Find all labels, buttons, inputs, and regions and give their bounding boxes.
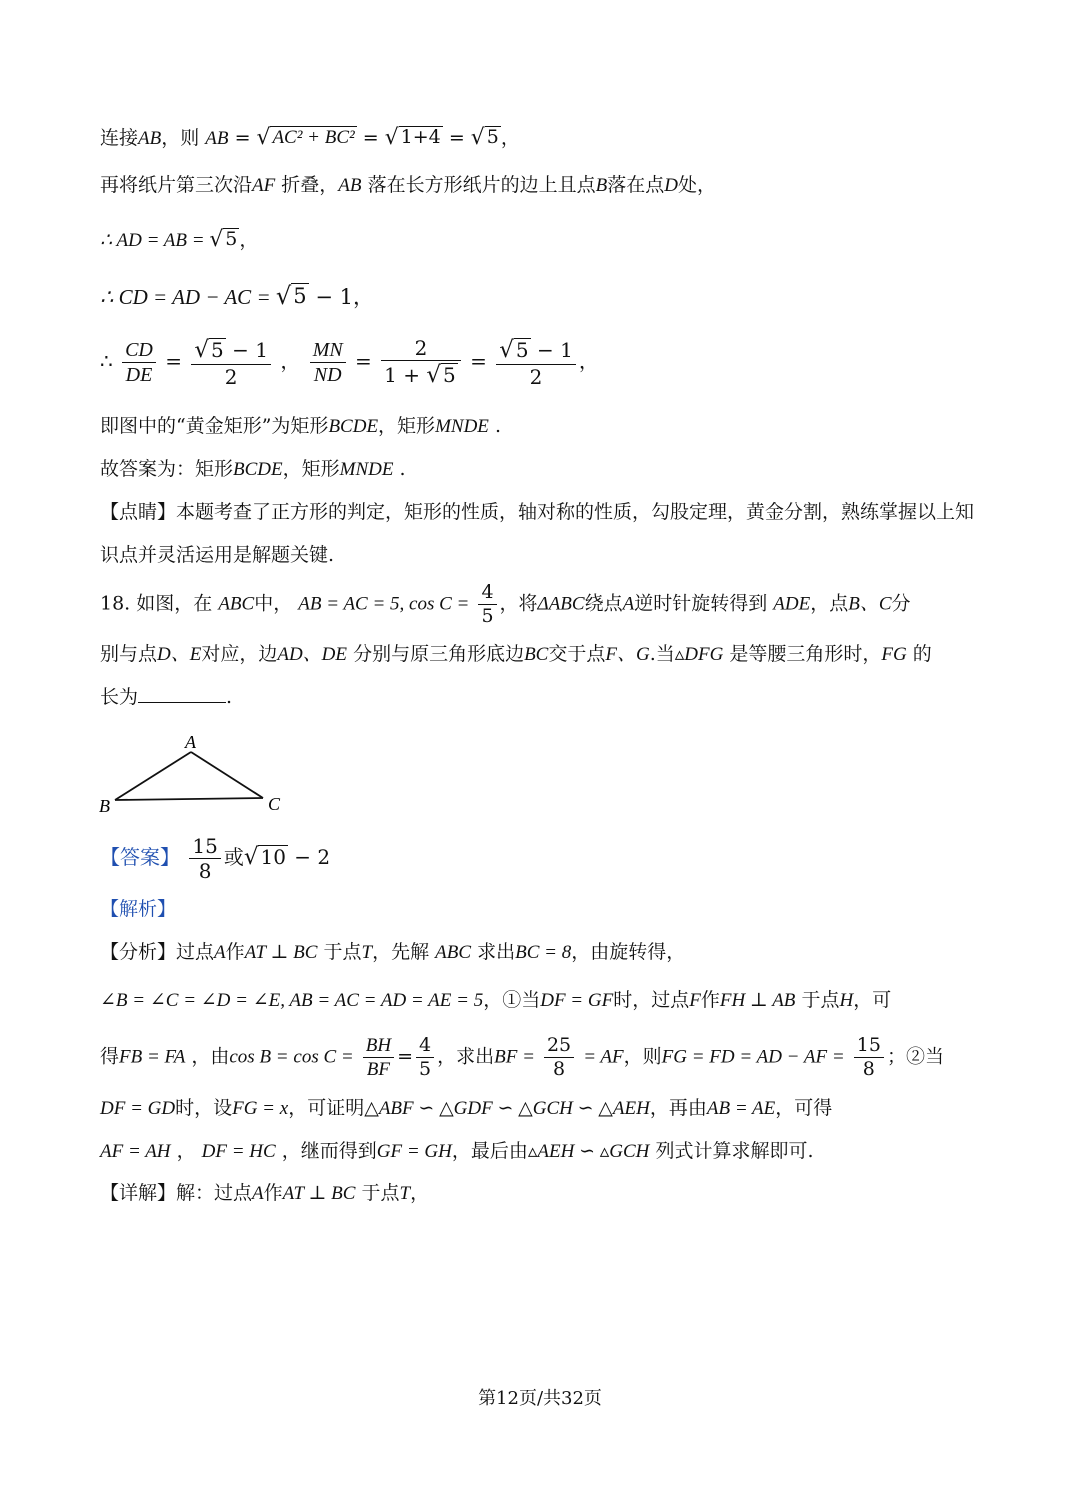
vertex-label-a: A bbox=[185, 732, 196, 752]
math: FG bbox=[881, 644, 907, 665]
math: AB bbox=[338, 175, 362, 196]
denominator: 5 bbox=[419, 1058, 432, 1080]
edge-ac bbox=[191, 752, 263, 798]
math: B、C bbox=[848, 593, 892, 615]
math: ▵DFG bbox=[674, 644, 724, 665]
math-ab: AB bbox=[138, 128, 162, 149]
vertex-label-c: C bbox=[268, 794, 281, 814]
math: H bbox=[839, 990, 854, 1011]
math: ∴ AD = AB = bbox=[100, 230, 210, 251]
text: ， bbox=[578, 349, 599, 373]
text: 时，过点 bbox=[613, 989, 690, 1011]
math: AF = AH bbox=[100, 1141, 171, 1162]
edge-ab bbox=[115, 752, 191, 800]
triangle-figure bbox=[95, 730, 295, 820]
text: . bbox=[494, 415, 501, 437]
numerator: 2 bbox=[381, 338, 461, 361]
text: ， bbox=[410, 1182, 430, 1204]
text: 的 bbox=[912, 643, 932, 665]
text: 作 bbox=[700, 989, 720, 1011]
math: MNDE bbox=[435, 416, 489, 437]
math: FB = FA bbox=[119, 1046, 186, 1068]
text: ，矩形 bbox=[378, 415, 436, 437]
radicand: 5 bbox=[211, 338, 224, 362]
text: ，将 bbox=[499, 592, 538, 615]
math: A bbox=[252, 1183, 264, 1204]
math: A bbox=[622, 593, 635, 615]
numerator: 25 bbox=[544, 1036, 574, 1058]
line-ab-length bbox=[100, 126, 520, 149]
text: ，点 bbox=[810, 592, 849, 615]
question-number: 18. 如图，在 bbox=[100, 592, 213, 615]
line-dianjing-cont bbox=[100, 546, 334, 565]
question-18-line2 bbox=[100, 645, 932, 664]
math: = AF bbox=[583, 1046, 624, 1068]
page-footer: 第12页/共32页 bbox=[478, 1388, 602, 1409]
text: ，求出 bbox=[437, 1045, 495, 1068]
analysis-line2 bbox=[100, 991, 891, 1010]
text: 本题考查了正方形的判定，矩形的性质，轴对称的性质，勾股定理，黄金分割，熟练掌握以上知 bbox=[176, 501, 975, 523]
line-dianjing bbox=[100, 503, 974, 522]
tag-answer: 【答案】 bbox=[100, 845, 180, 869]
denominator: 8 bbox=[553, 1058, 566, 1080]
text: . bbox=[399, 458, 406, 480]
equals: = bbox=[362, 127, 379, 149]
text: 于点 bbox=[801, 989, 840, 1011]
sqrt-5: √ 5 bbox=[470, 125, 499, 150]
analysis-line1 bbox=[100, 943, 685, 962]
line-ratios bbox=[100, 338, 599, 387]
equals: = bbox=[165, 349, 183, 373]
text: 分 bbox=[891, 592, 911, 615]
math: T bbox=[361, 942, 373, 963]
math: D、E bbox=[157, 644, 202, 665]
text: ，可证明 bbox=[288, 1097, 365, 1119]
text: − 1， bbox=[308, 284, 374, 309]
text: 作 bbox=[263, 1182, 283, 1204]
equals: = bbox=[448, 127, 465, 149]
text: 别与点 bbox=[100, 643, 158, 665]
radicand: 5 bbox=[515, 338, 529, 362]
math: AT ⊥ BC bbox=[282, 1183, 356, 1204]
fraction-25-8 bbox=[544, 1036, 574, 1079]
text: 是等腰三角形时， bbox=[729, 643, 882, 665]
sqrt-5: √ 5 bbox=[275, 281, 307, 310]
math: ABC bbox=[435, 942, 472, 963]
numerator: 15 bbox=[854, 1036, 884, 1058]
text: 处， bbox=[677, 174, 716, 196]
text: 长为 bbox=[100, 686, 139, 708]
fraction-sqrt5-1-2: √ 5 − 1 2 bbox=[496, 338, 576, 387]
answer-line bbox=[100, 836, 330, 881]
text: ，矩形 bbox=[282, 458, 340, 480]
numerator: 4 bbox=[478, 583, 496, 605]
text: 连接 bbox=[100, 127, 139, 149]
math: AB = AC = 5, cos C = bbox=[298, 593, 470, 615]
text: 解：过点 bbox=[176, 1182, 253, 1204]
math: ADE bbox=[773, 593, 811, 615]
math: B bbox=[595, 175, 608, 196]
numerator: MN bbox=[310, 340, 346, 363]
denominator: 2 bbox=[224, 365, 238, 389]
math: AF bbox=[252, 175, 276, 196]
text: − 1 bbox=[225, 338, 268, 362]
analysis-tag-line bbox=[100, 900, 176, 919]
text: − 1 bbox=[530, 338, 573, 362]
text: 作 bbox=[225, 941, 245, 963]
math: D bbox=[664, 175, 678, 196]
tag-fenxi: 【分析】 bbox=[100, 941, 177, 963]
analysis-line3 bbox=[100, 1036, 944, 1079]
text: 过点 bbox=[176, 941, 215, 963]
math: DF = GF bbox=[540, 990, 614, 1011]
math: FG = FD = AD − AF = bbox=[661, 1046, 845, 1068]
text: ，再由 bbox=[649, 1097, 707, 1119]
analysis-line4 bbox=[100, 1099, 832, 1118]
math: AT ⊥ BC bbox=[244, 942, 318, 963]
text: 绕点 bbox=[584, 592, 623, 615]
math: cos B = cos C = bbox=[229, 1046, 354, 1068]
denominator: 8 bbox=[862, 1058, 875, 1080]
text: 落在点 bbox=[607, 174, 665, 196]
text: ，则 bbox=[161, 127, 200, 149]
text: ；②当 bbox=[886, 1045, 944, 1068]
numerator: 15 bbox=[189, 836, 220, 859]
text: ，最后由 bbox=[451, 1140, 528, 1162]
tag-detail: 【详解】 bbox=[100, 1182, 177, 1204]
math: ∴ CD = AD − AC = bbox=[100, 284, 276, 309]
text: 识点并灵活运用是解题关键. bbox=[100, 544, 335, 566]
math: BCDE bbox=[233, 459, 283, 480]
fraction-cd-de bbox=[122, 340, 156, 385]
radicand: AC² + BC² bbox=[272, 127, 355, 148]
math: ▵AEH ∽ ▵GCH bbox=[527, 1141, 650, 1162]
fraction-15-8 bbox=[189, 836, 220, 881]
text: 得 bbox=[100, 1045, 120, 1068]
math: △ABF ∽ △GDF ∽ △GCH ∽ △AEH bbox=[364, 1098, 650, 1119]
text: 于点 bbox=[361, 1182, 400, 1204]
math: ABC bbox=[218, 593, 255, 615]
equals: = bbox=[397, 1045, 413, 1068]
math: BC = 8 bbox=[515, 942, 572, 963]
answer-blank[interactable] bbox=[138, 688, 226, 703]
math: DF = HC bbox=[201, 1141, 276, 1162]
text: ，由旋转得， bbox=[571, 941, 686, 963]
sqrt-5: √ 5 bbox=[209, 227, 238, 252]
denominator: 5 bbox=[481, 605, 494, 627]
text: 求出 bbox=[477, 941, 516, 963]
text: ， bbox=[500, 127, 520, 149]
sqrt-10: √ 10 bbox=[243, 844, 286, 870]
denominator: ND bbox=[313, 364, 342, 386]
analysis-line5 bbox=[100, 1142, 814, 1161]
line-answer-17 bbox=[100, 460, 406, 479]
denominator: 8 bbox=[198, 859, 212, 883]
fraction-4-5 bbox=[416, 1036, 434, 1079]
question-18-line3 bbox=[100, 688, 232, 707]
equals: = bbox=[234, 127, 251, 149]
text: 对应，边 bbox=[201, 643, 278, 665]
text: 或 bbox=[223, 845, 244, 869]
vertex-label-b: B bbox=[99, 796, 110, 816]
math-ab: AB bbox=[205, 128, 229, 149]
text: 时，设 bbox=[175, 1097, 233, 1119]
fraction-4-5 bbox=[478, 583, 496, 626]
math: F bbox=[689, 990, 701, 1011]
radicand: 5 bbox=[443, 363, 456, 387]
equals: = bbox=[470, 349, 487, 373]
text: ，可得 bbox=[775, 1097, 833, 1119]
text: 折叠， bbox=[281, 174, 339, 196]
text: 1 + bbox=[384, 363, 427, 387]
radicand: 5 bbox=[486, 126, 499, 148]
numerator: 4 bbox=[416, 1036, 434, 1058]
detail-line bbox=[100, 1184, 429, 1203]
text: ，可 bbox=[853, 989, 892, 1011]
sqrt-ac-bc: √ AC² + BC² bbox=[256, 125, 355, 150]
fraction-sqrt5-1-2: √ 5 − 1 2 bbox=[191, 338, 271, 387]
denominator: BF bbox=[366, 1059, 391, 1080]
math: AD、DE bbox=[277, 644, 348, 665]
equals: = bbox=[355, 349, 372, 373]
text: ，继而得到 bbox=[281, 1140, 377, 1162]
sqrt-1-4: √ 1+4 bbox=[384, 125, 441, 150]
fraction-mn-nd bbox=[310, 340, 346, 385]
line-ad-eq bbox=[100, 228, 258, 251]
radicand: 10 bbox=[260, 845, 286, 869]
radicand: 1+4 bbox=[400, 126, 441, 148]
text: ， bbox=[176, 1140, 196, 1162]
text: ， bbox=[239, 229, 259, 251]
edge-bc bbox=[115, 798, 263, 800]
math: AB = AE bbox=[706, 1098, 776, 1119]
radicand: 5 bbox=[293, 284, 307, 308]
text: 即图中的“黄金矩形”为矩形 bbox=[100, 415, 329, 437]
text: .当 bbox=[649, 643, 675, 665]
therefore: ∴ bbox=[100, 349, 113, 373]
radicand: 5 bbox=[225, 228, 238, 250]
math: BF = bbox=[494, 1046, 535, 1068]
line-cd-eq bbox=[100, 283, 374, 308]
text: 分别与原三角形底边 bbox=[353, 643, 525, 665]
denominator: DE bbox=[125, 364, 153, 386]
math: DF = GD bbox=[100, 1098, 176, 1119]
tag-analysis: 【解析】 bbox=[100, 898, 177, 920]
math: F、G bbox=[605, 644, 650, 665]
text: 中， bbox=[254, 592, 293, 615]
text: 逆时针旋转得到 bbox=[634, 592, 768, 615]
text: 于点 bbox=[323, 941, 362, 963]
question-18-line1 bbox=[100, 583, 911, 626]
math: FH ⊥ AB bbox=[719, 990, 796, 1011]
text: − 2 bbox=[287, 845, 331, 869]
tag-dianjing: 【点睛】 bbox=[100, 501, 177, 523]
fraction-2-1sqrt5: 2 1 + √ 5 bbox=[381, 338, 461, 387]
text: 落在长方形纸片的边上且点 bbox=[367, 174, 596, 196]
text: ， bbox=[280, 349, 301, 373]
math: ∠B = ∠C = ∠D = ∠E, AB = AC = AD = AE = 5 bbox=[100, 990, 484, 1011]
text: ，①当 bbox=[483, 989, 541, 1011]
text: 交于点 bbox=[548, 643, 606, 665]
math: T bbox=[399, 1183, 411, 1204]
numerator: CD bbox=[122, 340, 156, 363]
text: . bbox=[226, 686, 233, 708]
math: BC bbox=[524, 644, 549, 665]
text: 再将纸片第三次沿 bbox=[100, 174, 253, 196]
text: ，则 bbox=[623, 1045, 662, 1068]
text: 故答案为：矩形 bbox=[100, 458, 234, 480]
text: 列式计算求解即可. bbox=[655, 1140, 814, 1162]
numerator: BH bbox=[363, 1036, 394, 1058]
denominator: 2 bbox=[529, 365, 543, 389]
math: FG = x bbox=[232, 1098, 289, 1119]
math: MNDE bbox=[339, 459, 394, 480]
math: A bbox=[214, 942, 226, 963]
line-golden-rect bbox=[100, 417, 501, 436]
math: BCDE bbox=[328, 416, 379, 437]
text: ，先解 bbox=[372, 941, 430, 963]
math: ΔABC bbox=[537, 593, 585, 615]
line-fold-third bbox=[100, 176, 716, 195]
fraction-bh-bf bbox=[363, 1036, 394, 1079]
math: GF = GH bbox=[376, 1141, 452, 1162]
text: ，由 bbox=[191, 1045, 230, 1068]
fraction-15-8 bbox=[854, 1036, 884, 1079]
